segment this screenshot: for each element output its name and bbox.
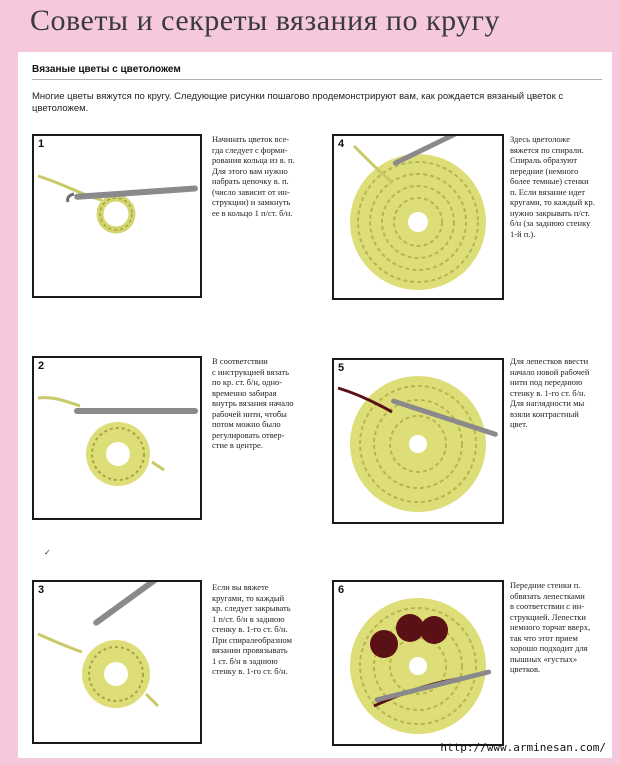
crochet-spiral-base-image [334,136,502,298]
step-5-number: 5 [338,362,345,374]
step-2-text: В соответствии с инструкцией вязать по кр. ст. б/н, одно- временно забирая внутрь вязания начало рабочей нити, чтобы потом можно было регулировать отвер- стие в центре. [212,356,294,450]
crochet-chain-ring-image [34,136,200,296]
step-5-text: Для лепестков ввести начало новой рабочей нити под переднюю стенку в. 1-го ст. б/н. Для наглядности мы взяли контрастный цвет. [510,356,590,429]
crochet-petals-image [334,582,502,744]
step-5-illustration [332,358,504,524]
step-3-number: 3 [38,584,45,596]
source-url[interactable]: http://www.arminesan.com/ [440,741,606,754]
page-mark: ✓ [44,548,51,557]
step-2-number: 2 [38,360,45,372]
section-divider [32,79,602,80]
step-6-number: 6 [338,584,345,596]
page-title: Советы и секреты вязания по кругу [30,4,500,37]
step-1-text: Начинать цветок все- гда следует с форми- рования кольца из в. п. Для этого вам нужно набрать цепочку в. п. (число зависит от ин- струкции) и замкнуть ее в кольцо 1 п/ст. б/н. [212,134,295,218]
step-3-text: Если вы вяжете кругами, то каждый кр. следует закрывать 1 п/ст. б/н в заднюю стенку в. 1-го ст. б/н. При спиралеобразном вязании провязывать 1 ст. б/н в заднюю стенку в. 1-го ст. б/н. [212,582,293,676]
step-2-illustration [32,356,202,520]
step-4-text: Здесь цветоложе вяжется по спирали. Спираль образуют передние (немного более темные) стенки п. Если вязание идет кругами, то каждый кр. нужно закрывать п/ст. б/н (за заднюю стенку 1-й п.). [510,134,595,239]
intro-text: Многие цветы вяжутся по кругу. Следующие рисунки пошагово продемонстрируют вам, как рождается вязаный цветок с цветоложем. [32,91,564,114]
step-6-illustration [332,580,504,746]
crochet-closing-round-image [34,582,200,742]
step-4-number: 4 [338,138,345,150]
step-3-illustration [32,580,202,744]
content-sheet [18,52,612,758]
step-6-text: Передние стенки п. обвязать лепестками в соответствии с ин- струкцией. Лепестки немного торчат вверх, так что этот прием хорошо подходит для пышных «густых» цветков. [510,580,591,674]
step-1-number: 1 [38,138,45,150]
section-title: Вязаные цветы с цветоложем [32,64,181,75]
step-4-illustration [332,134,504,300]
crochet-ring-stitches-image [34,358,200,518]
crochet-petal-yarn-image [334,360,502,522]
step-1-illustration [32,134,202,298]
